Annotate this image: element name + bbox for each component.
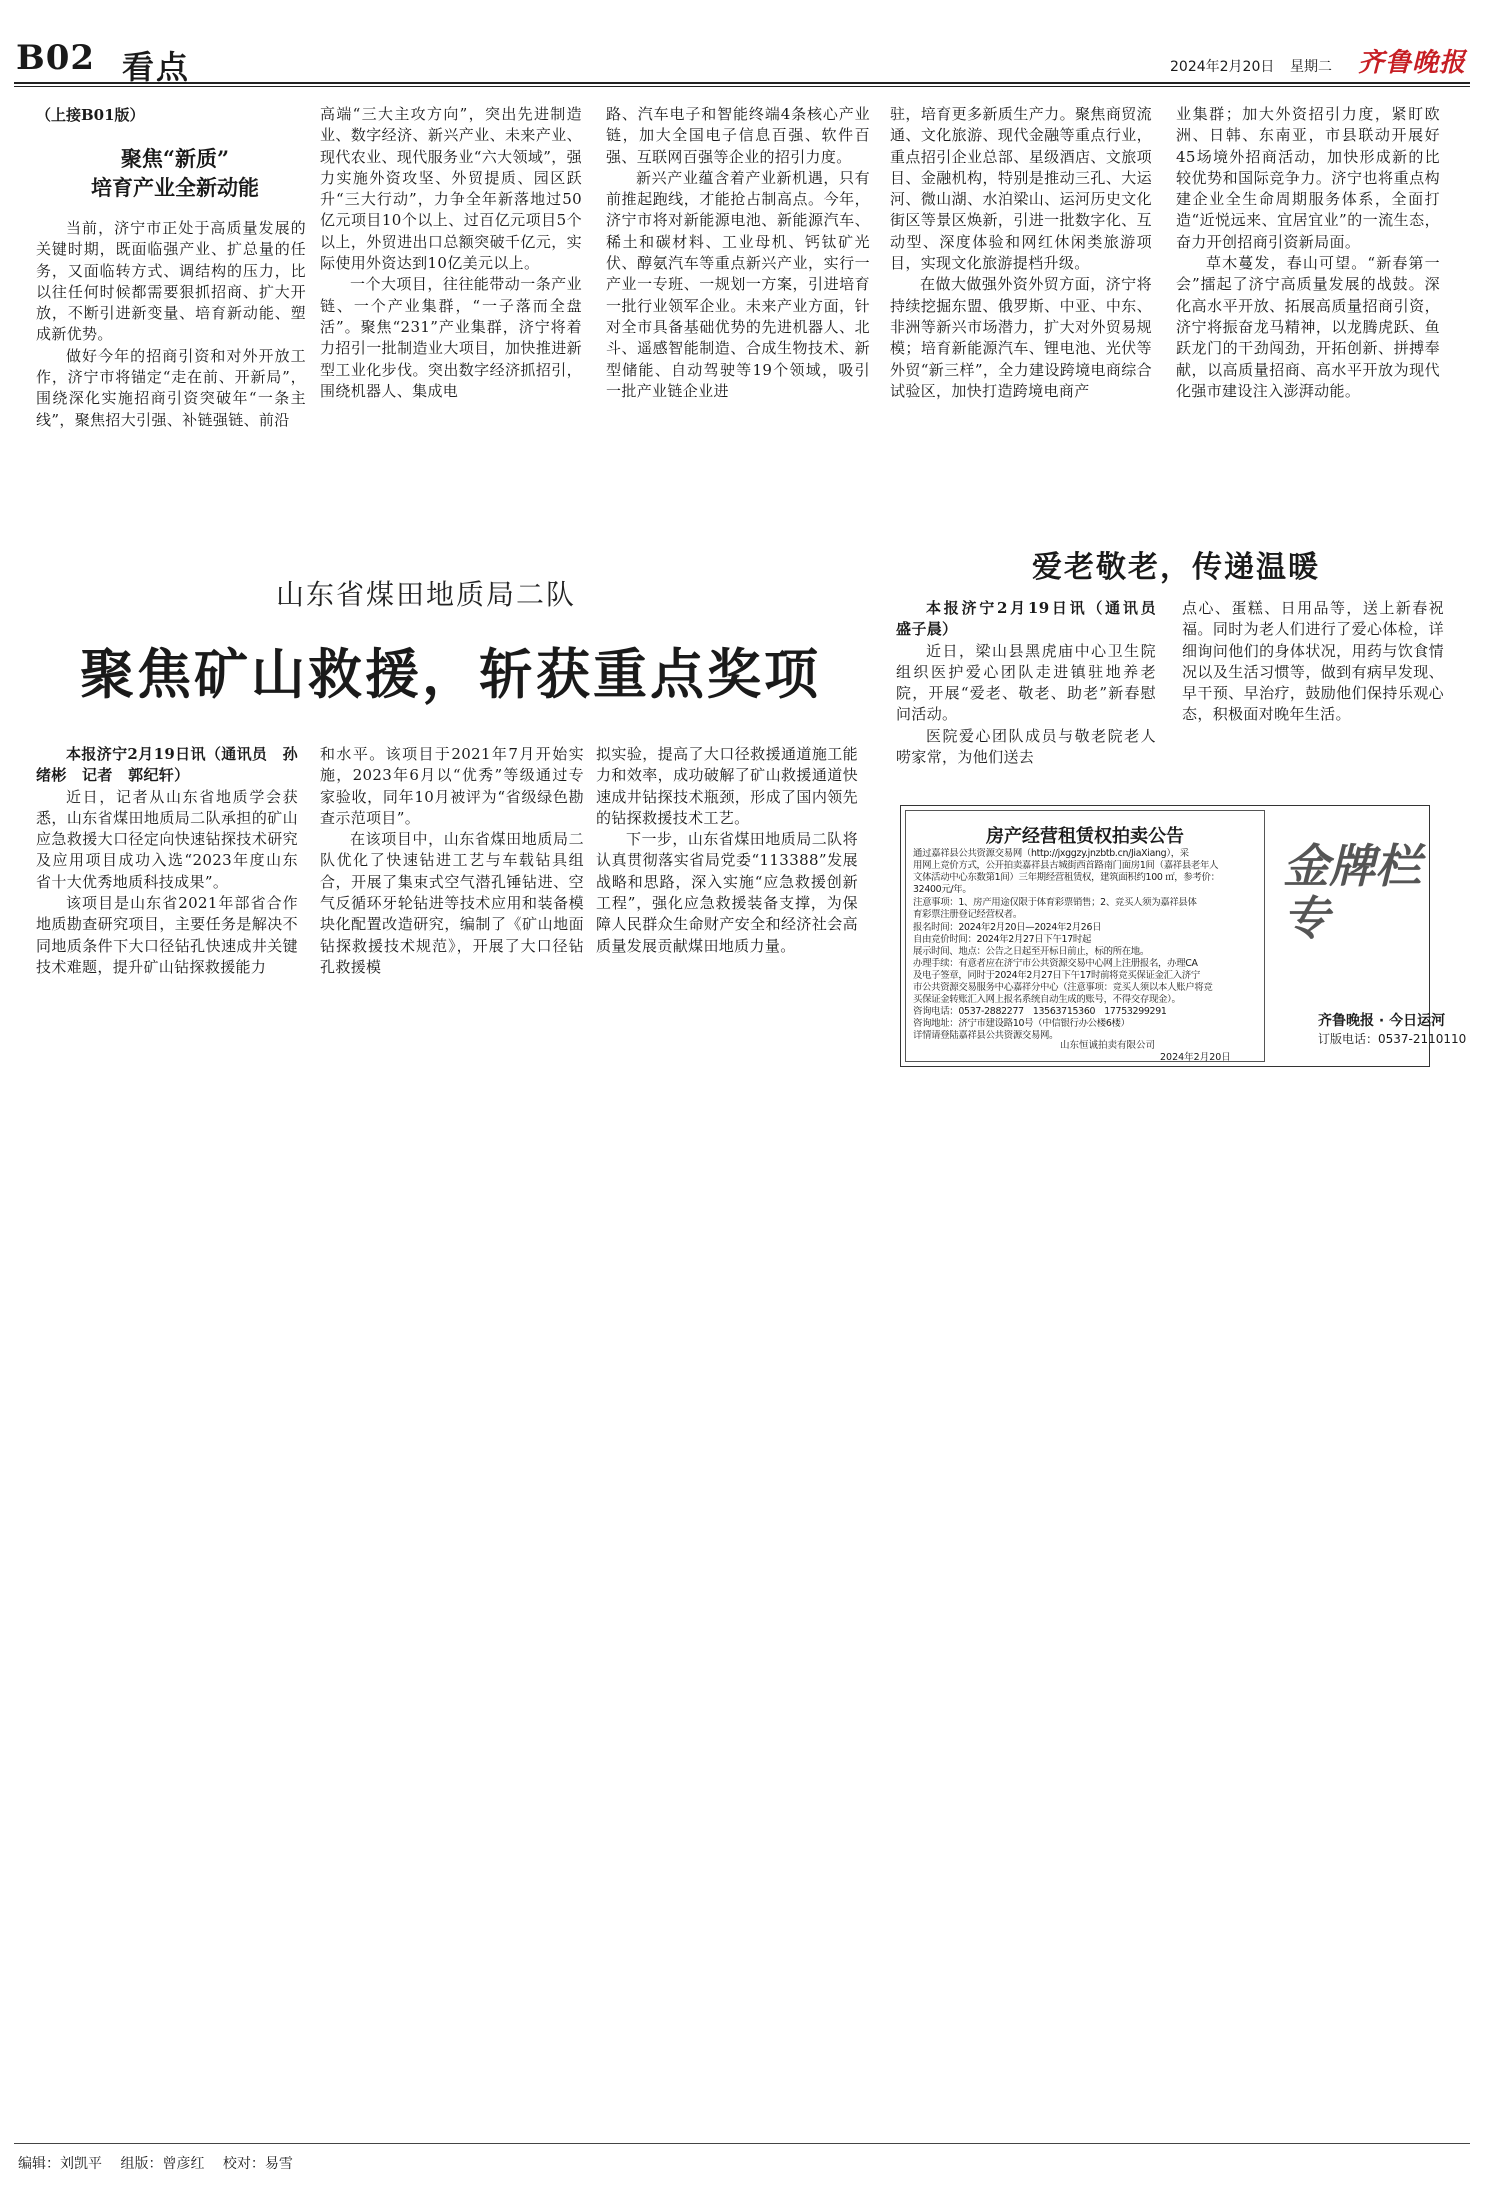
paragraph: 新兴产业蕴含着产业新机遇，只有前推起跑线，才能抢占制高点。今年，济宁市将对新能源电池、新能源汽车、稀土和碳材料、工业母机、钙钛矿光伏、醇氨汽车等重点新兴产业，实行一产业一专班、一规划一方案，引进培育一批行业领军企业。未来产业方面，针对全市具备基础优势的先进机器人、北斗、遥感智能制造、合成生物技术、新型储能、自动驾驶等19个领域，吸引一批产业链企业进 [606, 168, 870, 400]
notice-date: 2024年2月20日 [1160, 1052, 1231, 1063]
continuation-note: （上接B01版） [36, 106, 145, 124]
notice-line: 自由竞价时间：2024年2月27日下午17时起 [913, 934, 1092, 945]
main-article-kicker: 山东省煤田地质局二队 [276, 578, 577, 611]
footer-credits [18, 2153, 307, 2173]
notice-line: 办理手续：有意者应在济宁市公共资源交易中心网上注册报名，办理CA [913, 958, 1198, 969]
masthead-rule [14, 82, 1470, 84]
footer-layout: 组版：曾彦红 [120, 2156, 205, 2172]
paper-logo: 齐鲁晚报 [1358, 48, 1467, 78]
continued-article-headline-2: 培育产业全新动能 [91, 175, 259, 200]
main-article-title: 聚焦矿山救援，斩获重点奖项 [80, 642, 821, 706]
notice-line: 通过嘉祥县公共资源交易网（http://jxggzy.jnzbtb.cn/JiaXiang），采 [913, 848, 1189, 859]
brand-ad-title: 金牌栏专 [1283, 839, 1421, 945]
paragraph: 当前，济宁市正处于高质量发展的关键时期，既面临强产业、扩总量的任务，又面临转方式、调结构的压力，比以往任何时候都需要狠抓招商、扩大开放，不断引进新变量、培育新动能、塑成新优势。 [36, 219, 306, 344]
paragraph: 和水平。该项目于2021年7月开始实施，2023年6月以“优秀”等级通过专家验收，同年10月被评为“省级绿色勘查示范项目”。 [320, 745, 584, 827]
notice-line: 咨询地址：济宁市建设路10号（中信银行办公楼6楼） [913, 1018, 1130, 1029]
notice-line: 展示时间、地点：公告之日起至开标日前止，标的所在地。 [913, 946, 1149, 957]
elder-article-column-1 [896, 598, 1172, 768]
notice-line: 及电子签章，同时于2024年2月27日下午17时前将竞买保证金汇入济宁 [913, 970, 1200, 981]
notice-title: 房产经营租赁权拍卖公告 [986, 826, 1184, 847]
page-code: B02 [16, 38, 96, 78]
notice-line: 育彩票注册登记经营权者。 [913, 909, 1022, 920]
notice-line: 市公共资源交易服务中心嘉祥分中心（注意事项：竞买人须以本人账户将竞 [913, 982, 1213, 993]
footer-proof: 校对：易雪 [222, 2156, 293, 2172]
issue-date: 2024年2月20日 [1170, 59, 1275, 75]
paragraph: 下一步，山东省煤田地质局二队将认真贯彻落实省局党委“113388”发展战略和思路，深入实施“应急救援创新工程”，强化应急救援装备支撑，为保障人民群众生命财产安全和经济社会高质量发展贡献煤田地质力量。 [596, 830, 858, 955]
paragraph: 草木蔓发，春山可望。“新春第一会”擂起了济宁高质量发展的战鼓。深化高水平开放、拓展高质量招商引资，济宁将振奋龙马精神，以龙腾虎跃、鱼跃龙门的干劲闯劲，开拓创新、拼搏奉献，以高质量招商、高水平开放为现代化强市建设注入澎湃动能。 [1176, 254, 1440, 400]
notice-line: 用网上竞价方式，公开拍卖嘉祥县古城街西首路南门面房1间（嘉祥县老年人 [913, 860, 1219, 871]
continued-article-column-5 [1176, 104, 1440, 402]
paragraph: 拟实验，提高了大口径救援通道施工能力和效率，成功破解了矿山救援通道快速成井钻探技术瓶颈，形成了国内领先的钻探救援技术工艺。 [596, 745, 858, 827]
paragraph: 高端“三大主攻方向”，突出先进制造业、数字经济、新兴产业、未来产业、现代农业、现代服务业“六大领域”，强力实施外资攻坚、外贸提质、园区跃升“三大行动”，力争全年新落地过50亿元项目10个以上、过百亿元项目5个以上，外贸进出口总额突破千亿元，实际使用外资达到10亿美元以上。 [320, 105, 582, 273]
footer-editor: 编辑：刘凯平 [18, 2156, 102, 2172]
main-article-column-1 [36, 744, 298, 978]
paragraph: 在该项目中，山东省煤田地质局二队优化了快速钻进工艺与车载钻具组合，开展了集束式空气潜孔锤钻进、空气反循环牙轮钻进等技术应用和装备模块化配置改造研究，编制了《矿山地面钻探救援技术规范》，开展了大口径钻孔救援模 [320, 830, 584, 976]
notice-line: 注意事项：1、房产用途仅限于体育彩票销售；2、竞买人须为嘉祥县体 [913, 897, 1197, 908]
paragraph: 做好今年的招商引资和对外开放工作，济宁市将锚定“走在前、开新局”，围绕深化实施招商引资突破年“一条主线”，聚焦招大引强、补链强链、前沿 [36, 346, 306, 429]
continued-article-column-4 [890, 104, 1152, 402]
notice-line: 买保证金转账汇入网上报名系统自动生成的账号，不得交存现金）。 [913, 994, 1181, 1005]
continued-article-column-1 [36, 218, 306, 431]
notice-line: 32400元/年。 [913, 884, 972, 895]
paragraph: 近日，记者从山东省地质学会获悉，山东省煤田地质局二队承担的矿山应急救援大口径定向快速钻探技术研究及应用项目成功入选“2023年度山东省十大优秀地质科技成果”。 [36, 787, 298, 891]
elder-article-title: 爱老敬老，传递温暖 [1032, 550, 1320, 585]
masthead-rule-thin [14, 86, 1470, 87]
paragraph: 业集群；加大外资招引力度，紧盯欧洲、日韩、东南亚，市县联动开展好45场境外招商活动，加快形成新的比较优势和国际竞争力。济宁也将重点构建企业全生命周期服务体系，全面打造“近悦远来、宜居宜业”的一流生态，奋力开创招商引资新局面。 [1176, 105, 1440, 251]
notice-line: 详情请登陆嘉祥县公共资源交易网。 [913, 1030, 1059, 1041]
notice-line: 咨询电话：0537-2882277 13563715360 17753299291 [913, 1006, 1167, 1017]
paragraph: 驻，培育更多新质生产力。聚焦商贸流通、文化旅游、现代金融等重点行业，重点招引企业总部、星级酒店、文旅项目、金融机构，特别是推动三孔、大运河、微山湖、水泊梁山、运河历史文化街区等景区焕新，引进一批数字化、互动型、深度体验和网红休闲类旅游项目，实现文化旅游提档升级。 [890, 105, 1152, 273]
notice-line: 文体活动中心东数第1间）三年期经营租赁权，建筑面积约100 ㎡，参考价： [913, 872, 1220, 883]
elder-article-column-2 [1182, 598, 1444, 726]
continued-article-column-2 [320, 104, 582, 402]
dateline: 本报济宁2月19日讯（通讯员 孙绪彬 记者 郭纪轩） [36, 745, 298, 785]
continued-article-headline-1: 聚焦“新质” [120, 146, 230, 171]
brand-ad-phone: 订版电话：0537-2110110 [1318, 1032, 1467, 1046]
paragraph: 医院爱心团队成员与敬老院老人唠家常，为他们送去 [896, 726, 1156, 767]
paragraph: 近日，梁山县黑虎庙中心卫生院组织医护爱心团队走进镇驻地养老院，开展“爱老、敬老、助老”新春慰问活动。 [896, 641, 1156, 724]
footer-rule [14, 2143, 1470, 2144]
dateline: 本报济宁2月19日讯（通讯员 盛子晨） [896, 599, 1172, 639]
main-article-column-2 [320, 744, 584, 978]
notice-line: 报名时间：2024年2月20日—2024年2月26日 [913, 922, 1102, 933]
paragraph: 在做大做强外资外贸方面，济宁将持续挖掘东盟、俄罗斯、中亚、中东、非洲等新兴市场潜力，扩大对外贸易规模；培育新能源汽车、锂电池、光伏等外贸“新三样”，全力建设跨境电商综合试验区，加快打造跨境电商产 [890, 275, 1152, 400]
paragraph: 点心、蛋糕、日用品等，送上新春祝福。同时为老人们进行了爱心体检，详细询问他们的身体状况，用药与饮食情况以及生活习惯等，做到有病早发现、早干预、早治疗，鼓励他们保持乐观心态，积极面对晚年生活。 [1182, 599, 1444, 724]
section-name: 看点 [122, 48, 191, 86]
paragraph: 路、汽车电子和智能终端4条核心产业链，加大全国电子信息百强、软件百强、互联网百强等企业的招引力度。 [606, 105, 870, 166]
main-article-column-3 [596, 744, 858, 957]
continued-article-column-3 [606, 104, 870, 402]
weekday: 星期二 [1290, 59, 1332, 75]
paragraph: 该项目是山东省2021年部省合作地质勘查研究项目，主要任务是解决不同地质条件下大口径钻孔快速成井关键技术难题，提升矿山钻探救援能力 [36, 894, 298, 976]
brand-ad-paper: 齐鲁晚报 · 今日运河 [1318, 1013, 1446, 1029]
paragraph: 一个大项目，往往能带动一条产业链、一个产业集群，“一子落而全盘活”。聚焦“231”产业集群，济宁将着力招引一批制造业大项目，加快推进新型工业化步伐。突出数字经济抓招引，围绕机器人、集成电 [320, 275, 582, 400]
notice-publisher: 山东恒诚拍卖有限公司 [1060, 1040, 1156, 1051]
